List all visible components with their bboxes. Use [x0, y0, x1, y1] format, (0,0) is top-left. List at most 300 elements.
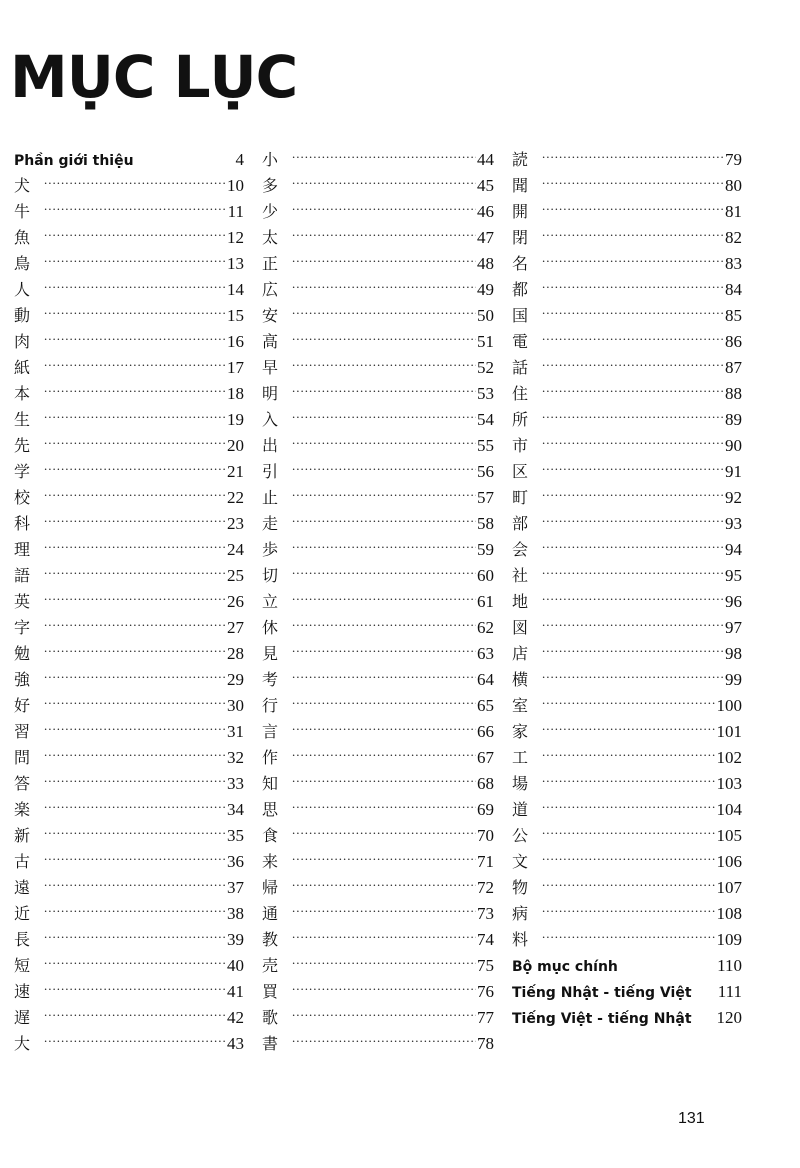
toc-entry[interactable] — [512, 503, 742, 533]
toc-kanji: 生 — [14, 410, 31, 429]
toc-entry[interactable] — [512, 945, 742, 975]
dot-leader — [44, 529, 226, 555]
dot-leader — [292, 269, 476, 295]
toc-page-number: 53 — [477, 384, 494, 403]
toc-entry[interactable] — [14, 581, 244, 611]
dot-leader — [44, 503, 226, 529]
toc-entry[interactable] — [14, 711, 244, 741]
dot-leader — [542, 503, 724, 529]
toc-kanji: 正 — [262, 254, 279, 273]
toc-entry[interactable] — [512, 763, 742, 793]
toc-kanji: 電 — [512, 332, 529, 351]
toc-page-number: 15 — [227, 306, 244, 325]
toc-entry[interactable] — [262, 711, 494, 741]
toc-kanji: 理 — [14, 540, 31, 559]
toc-page-number: 38 — [227, 904, 244, 923]
toc-page-number: 28 — [227, 644, 244, 663]
dot-leader — [44, 373, 226, 399]
toc-entry[interactable] — [262, 269, 494, 299]
toc-page-number: 57 — [477, 488, 494, 507]
toc-entry[interactable] — [262, 581, 494, 611]
dot-leader — [542, 165, 724, 191]
dot-leader — [292, 243, 476, 269]
dot-leader — [542, 555, 724, 581]
toc-page-number: 59 — [477, 540, 494, 559]
dot-leader — [542, 581, 724, 607]
toc-kanji: 遅 — [14, 1008, 31, 1027]
toc-entry[interactable] — [512, 295, 742, 325]
toc-kanji: 開 — [512, 202, 529, 221]
toc-entry[interactable] — [14, 321, 244, 351]
toc-page-number: 92 — [725, 488, 742, 507]
toc-entry[interactable] — [262, 191, 494, 221]
toc-entry[interactable] — [14, 919, 244, 949]
toc-entry[interactable] — [512, 841, 742, 871]
dot-leader — [292, 217, 476, 243]
toc-page-number: 4 — [235, 150, 244, 169]
toc-kanji: 帰 — [262, 878, 279, 897]
toc-page-number: 19 — [227, 410, 244, 429]
toc-kanji: 読 — [512, 150, 529, 169]
toc-entry[interactable] — [14, 217, 244, 247]
toc-entry[interactable] — [512, 893, 742, 923]
toc-column-2 — [262, 139, 494, 1053]
page-number: 131 — [678, 1110, 705, 1127]
toc-page-number: 26 — [227, 592, 244, 611]
toc-entry[interactable] — [262, 685, 494, 715]
toc-entry[interactable] — [512, 815, 742, 845]
toc-page-number: 72 — [477, 878, 494, 897]
toc-entry[interactable] — [262, 971, 494, 1001]
toc-kanji: 出 — [262, 436, 279, 455]
toc-kanji: 場 — [512, 774, 529, 793]
toc-page-number: 81 — [725, 202, 742, 221]
toc-page-number: 82 — [725, 228, 742, 247]
toc-page-number: 35 — [227, 826, 244, 845]
dot-leader — [44, 165, 226, 191]
toc-page-number: 64 — [477, 670, 494, 689]
toc-entry[interactable] — [512, 191, 742, 221]
toc-entry[interactable] — [14, 165, 244, 195]
toc-column-3 — [512, 139, 742, 1027]
toc-entry[interactable] — [512, 607, 742, 637]
toc-entry[interactable] — [262, 815, 494, 845]
toc-kanji: 町 — [512, 488, 529, 507]
toc-entry[interactable] — [512, 919, 742, 949]
dot-leader — [292, 737, 476, 763]
toc-entry[interactable] — [14, 685, 244, 715]
dot-leader — [292, 555, 476, 581]
toc-kanji: 好 — [14, 696, 31, 715]
toc-entry[interactable] — [512, 269, 742, 299]
dot-leader — [44, 477, 226, 503]
toc-kanji: 新 — [14, 826, 31, 845]
toc-entry[interactable] — [262, 503, 494, 533]
toc-page-number: 17 — [227, 358, 244, 377]
toc-entry[interactable] — [512, 789, 742, 819]
toc-entry[interactable] — [512, 165, 742, 195]
toc-entry[interactable] — [512, 399, 742, 429]
toc-entry[interactable] — [262, 139, 494, 169]
toc-page-number: 61 — [477, 592, 494, 611]
toc-entry[interactable] — [14, 737, 244, 767]
toc-entry[interactable] — [262, 243, 494, 273]
toc-kanji: 楽 — [14, 800, 31, 819]
toc-page-number: 88 — [725, 384, 742, 403]
toc-kanji: 所 — [512, 410, 529, 429]
toc-kanji: 食 — [262, 826, 279, 845]
toc-page-number: 52 — [477, 358, 494, 377]
toc-entry[interactable] — [262, 1023, 494, 1053]
toc-entry[interactable] — [14, 841, 244, 871]
dot-leader — [542, 659, 724, 685]
toc-entry[interactable] — [14, 503, 244, 533]
toc-entry[interactable] — [512, 425, 742, 455]
toc-kanji: 工 — [512, 748, 529, 767]
toc-page-number: 44 — [477, 150, 494, 169]
toc-page-number: 27 — [227, 618, 244, 637]
toc-page-number: 76 — [477, 982, 494, 1001]
toc-entry[interactable] — [262, 347, 494, 377]
toc-entry[interactable] — [262, 607, 494, 637]
dot-leader — [292, 867, 476, 893]
toc-page-number: 21 — [227, 462, 244, 481]
toc-entry[interactable] — [262, 295, 494, 325]
toc-kanji: 知 — [262, 774, 279, 793]
toc-kanji: 文 — [512, 852, 529, 871]
toc-entry[interactable] — [262, 867, 494, 897]
toc-kanji: 古 — [14, 852, 31, 871]
dot-leader — [292, 165, 476, 191]
toc-kanji: 小 — [262, 150, 279, 169]
toc-kanji: 本 — [14, 384, 31, 403]
dot-leader — [292, 633, 476, 659]
toc-kanji: 都 — [512, 280, 529, 299]
toc-page-number: 16 — [227, 332, 244, 351]
toc-entry[interactable] — [14, 269, 244, 299]
toc-kanji: 太 — [262, 228, 279, 247]
toc-kanji: 売 — [262, 956, 279, 975]
toc-page-number: 29 — [227, 670, 244, 689]
toc-kanji: 科 — [14, 514, 31, 533]
dot-leader — [44, 217, 226, 243]
toc-entry[interactable] — [14, 867, 244, 897]
toc-entry[interactable] — [512, 633, 742, 663]
toc-kanji: 話 — [512, 358, 529, 377]
toc-page-number: 86 — [725, 332, 742, 351]
toc-entry[interactable] — [14, 139, 244, 169]
toc-page-number: 100 — [716, 696, 742, 715]
dot-leader — [44, 659, 226, 685]
toc-page-number: 95 — [725, 566, 742, 585]
toc-kanji: 語 — [14, 566, 31, 585]
toc-page-number: 32 — [227, 748, 244, 767]
dot-leader — [542, 191, 724, 217]
toc-entry[interactable] — [262, 919, 494, 949]
toc-entry[interactable] — [14, 633, 244, 663]
toc-entry[interactable] — [512, 451, 742, 481]
dot-leader — [44, 945, 226, 971]
toc-kanji: 歌 — [262, 1008, 279, 1027]
toc-kanji: 走 — [262, 514, 279, 533]
toc-page-number: 13 — [227, 254, 244, 273]
toc-entry[interactable] — [262, 737, 494, 767]
toc-page-number: 104 — [716, 800, 742, 819]
toc-page-number: 47 — [477, 228, 494, 247]
toc-entry[interactable] — [262, 841, 494, 871]
dot-leader — [44, 347, 226, 373]
toc-entry[interactable] — [262, 217, 494, 247]
dot-leader — [292, 1023, 476, 1049]
toc-kanji: 物 — [512, 878, 529, 897]
toc-entry[interactable] — [512, 217, 742, 247]
toc-entry[interactable] — [512, 685, 742, 715]
toc-kanji: 市 — [512, 436, 529, 455]
toc-section-label: Bộ mục chính — [512, 959, 618, 975]
toc-entry[interactable] — [14, 971, 244, 1001]
toc-page-number: 107 — [716, 878, 742, 897]
toc-page-number: 12 — [227, 228, 244, 247]
toc-page-number: 14 — [227, 280, 244, 299]
toc-kanji: 店 — [512, 644, 529, 663]
toc-entry[interactable] — [262, 997, 494, 1027]
toc-entry[interactable] — [14, 789, 244, 819]
toc-page-number: 43 — [227, 1034, 244, 1053]
toc-entry[interactable] — [262, 659, 494, 689]
toc-page-number: 18 — [227, 384, 244, 403]
dot-leader — [292, 581, 476, 607]
toc-entry[interactable] — [512, 243, 742, 273]
toc-kanji: 答 — [14, 774, 31, 793]
toc-kanji: 来 — [262, 852, 279, 871]
toc-entry[interactable] — [262, 789, 494, 819]
toc-entry[interactable] — [262, 321, 494, 351]
toc-kanji: 会 — [512, 540, 529, 559]
dot-leader — [292, 945, 476, 971]
dot-leader — [292, 295, 476, 321]
toc-page-number: 36 — [227, 852, 244, 871]
dot-leader — [44, 997, 226, 1023]
toc-page-number: 46 — [477, 202, 494, 221]
toc-kanji: 引 — [262, 462, 279, 481]
toc-kanji: 魚 — [14, 228, 31, 247]
toc-page-number: 63 — [477, 644, 494, 663]
dot-leader — [292, 425, 476, 451]
toc-entry[interactable] — [14, 607, 244, 637]
toc-page-number: 75 — [477, 956, 494, 975]
toc-kanji: 短 — [14, 956, 31, 975]
toc-entry[interactable] — [14, 399, 244, 429]
dot-leader — [44, 243, 226, 269]
dot-leader — [292, 789, 476, 815]
dot-leader — [542, 711, 716, 737]
toc-kanji: 遠 — [14, 878, 31, 897]
toc-entry[interactable] — [14, 815, 244, 845]
dot-leader — [542, 243, 724, 269]
toc-page-number: 91 — [725, 462, 742, 481]
toc-entry[interactable] — [512, 321, 742, 351]
toc-entry[interactable] — [14, 373, 244, 403]
toc-entry[interactable] — [14, 529, 244, 559]
toc-entry[interactable] — [512, 477, 742, 507]
toc-entry[interactable] — [14, 1023, 244, 1053]
toc-kanji: 先 — [14, 436, 31, 455]
toc-section-label: Tiếng Nhật - tiếng Việt — [512, 985, 692, 1001]
toc-entry[interactable] — [512, 373, 742, 403]
dot-leader — [44, 867, 226, 893]
toc-kanji: 少 — [262, 202, 279, 221]
toc-kanji: 公 — [512, 826, 529, 845]
toc-kanji: 買 — [262, 982, 279, 1001]
dot-leader — [44, 789, 226, 815]
toc-entry[interactable] — [14, 893, 244, 923]
toc-page-number: 65 — [477, 696, 494, 715]
toc-page-number: 55 — [477, 436, 494, 455]
dot-leader — [542, 321, 724, 347]
dot-leader — [292, 191, 476, 217]
toc-entry[interactable] — [14, 945, 244, 975]
dot-leader — [44, 1023, 226, 1049]
toc-kanji: 紙 — [14, 358, 31, 377]
toc-entry[interactable] — [512, 139, 742, 169]
toc-kanji: 室 — [512, 696, 529, 715]
dot-leader — [44, 737, 226, 763]
toc-page-number: 70 — [477, 826, 494, 845]
dot-leader — [292, 451, 476, 477]
toc-entry[interactable] — [262, 633, 494, 663]
dot-leader — [44, 581, 226, 607]
toc-entry[interactable] — [14, 347, 244, 377]
toc-page-number: 56 — [477, 462, 494, 481]
toc-entry[interactable] — [512, 529, 742, 559]
toc-kanji: 聞 — [512, 176, 529, 195]
toc-entry[interactable] — [262, 451, 494, 481]
toc-entry[interactable] — [262, 529, 494, 559]
toc-kanji: 区 — [512, 462, 529, 481]
toc-entry[interactable] — [14, 555, 244, 585]
toc-entry[interactable] — [262, 477, 494, 507]
dot-leader — [542, 139, 724, 165]
toc-kanji: 速 — [14, 982, 31, 1001]
toc-kanji: 言 — [262, 722, 279, 741]
toc-page-number: 51 — [477, 332, 494, 351]
toc-page-number: 71 — [477, 852, 494, 871]
dot-leader — [542, 217, 724, 243]
toc-page-number: 96 — [725, 592, 742, 611]
toc-entry[interactable] — [512, 555, 742, 585]
toc-entry[interactable] — [512, 581, 742, 611]
dot-leader — [542, 893, 716, 919]
toc-entry[interactable] — [512, 347, 742, 377]
toc-kanji: 切 — [262, 566, 279, 585]
toc-kanji: 強 — [14, 670, 31, 689]
dot-leader — [44, 841, 226, 867]
toc-page-number: 85 — [725, 306, 742, 325]
toc-page-number: 79 — [725, 150, 742, 169]
dot-leader — [44, 763, 226, 789]
toc-page-number: 78 — [477, 1034, 494, 1053]
toc-entry[interactable] — [262, 425, 494, 455]
toc-page-number: 77 — [477, 1008, 494, 1027]
dot-leader — [542, 269, 724, 295]
dot-leader — [292, 841, 476, 867]
toc-entry[interactable] — [512, 737, 742, 767]
toc-entry[interactable] — [14, 243, 244, 273]
toc-page-number: 10 — [227, 176, 244, 195]
toc-page-number: 74 — [477, 930, 494, 949]
toc-entry[interactable] — [14, 191, 244, 221]
toc-kanji: 勉 — [14, 644, 31, 663]
toc-entry[interactable] — [262, 945, 494, 975]
toc-page-number: 69 — [477, 800, 494, 819]
toc-entry[interactable] — [14, 997, 244, 1027]
toc-kanji: 思 — [262, 800, 279, 819]
dot-leader — [44, 191, 227, 217]
dot-leader — [44, 269, 226, 295]
toc-page-number: 83 — [725, 254, 742, 273]
toc-entry[interactable] — [262, 555, 494, 585]
dot-leader — [542, 867, 716, 893]
toc-page-number: 99 — [725, 670, 742, 689]
dot-leader — [44, 971, 226, 997]
toc-page-number: 48 — [477, 254, 494, 273]
toc-entry[interactable] — [14, 477, 244, 507]
toc-page-number: 120 — [716, 1008, 742, 1027]
toc-kanji: 高 — [262, 332, 279, 351]
dot-leader — [542, 737, 716, 763]
toc-kanji: 住 — [512, 384, 529, 403]
dot-leader — [44, 555, 226, 581]
dot-leader — [542, 477, 724, 503]
toc-entry[interactable] — [512, 711, 742, 741]
toc-page-number: 20 — [227, 436, 244, 455]
toc-page-number: 97 — [725, 618, 742, 637]
toc-entry[interactable] — [14, 295, 244, 325]
toc-entry[interactable] — [262, 373, 494, 403]
dot-leader — [292, 477, 476, 503]
toc-entry[interactable] — [14, 425, 244, 455]
toc-kanji: 国 — [512, 306, 529, 325]
toc-entry[interactable] — [14, 659, 244, 689]
toc-section-label: Phần giới thiệu — [14, 153, 134, 169]
toc-entry[interactable] — [262, 763, 494, 793]
dot-leader — [542, 789, 716, 815]
dot-leader — [542, 451, 724, 477]
dot-leader — [292, 815, 476, 841]
toc-page-number: 111 — [717, 982, 742, 1001]
toc-kanji: 行 — [262, 696, 279, 715]
dot-leader — [44, 295, 226, 321]
toc-entry[interactable] — [14, 763, 244, 793]
toc-kanji: 見 — [262, 644, 279, 663]
toc-entry[interactable] — [512, 659, 742, 689]
dot-leader — [44, 685, 226, 711]
toc-entry[interactable] — [262, 399, 494, 429]
toc-entry[interactable] — [262, 893, 494, 923]
dot-leader — [292, 373, 476, 399]
toc-entry[interactable] — [262, 165, 494, 195]
dot-leader — [292, 321, 476, 347]
toc-entry[interactable] — [512, 867, 742, 897]
toc-page-number: 24 — [227, 540, 244, 559]
toc-page-number: 54 — [477, 410, 494, 429]
toc-kanji: 近 — [14, 904, 31, 923]
toc-kanji: 校 — [14, 488, 31, 507]
dot-leader — [292, 685, 476, 711]
toc-entry[interactable] — [14, 451, 244, 481]
toc-section-label: Tiếng Việt - tiếng Nhật — [512, 1011, 692, 1027]
dot-leader — [292, 399, 476, 425]
